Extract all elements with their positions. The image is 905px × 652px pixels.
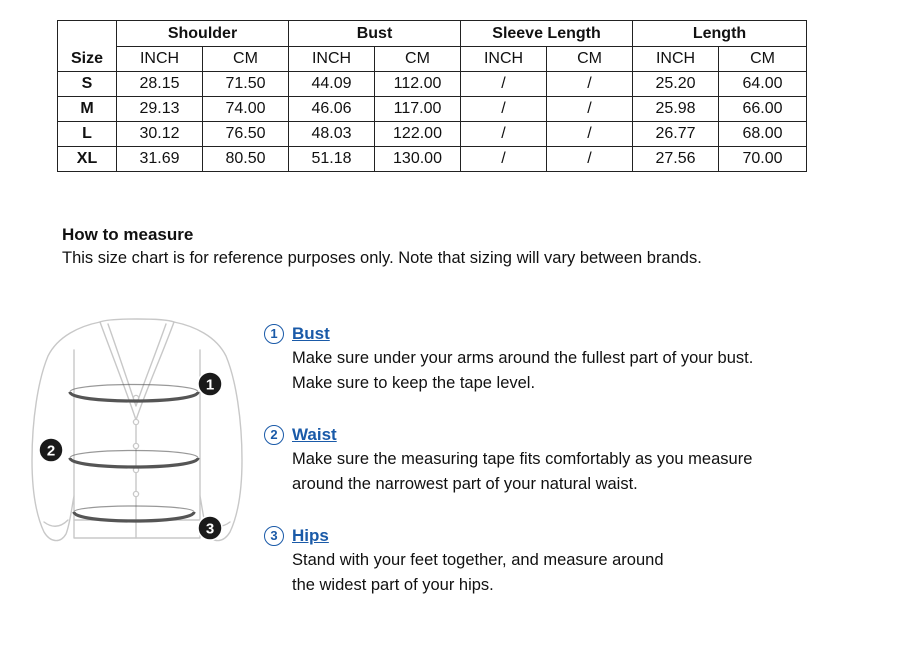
table-cell: 44.09: [289, 72, 375, 97]
table-cell: 29.13: [117, 97, 203, 122]
table-unit-header-row: [58, 47, 807, 72]
table-cell: 27.56: [633, 147, 719, 172]
step-title-waist[interactable]: Waist: [292, 425, 337, 444]
unit-header: INCH: [633, 47, 719, 72]
size-chart-table: [57, 20, 807, 172]
step-title-hips[interactable]: Hips: [292, 526, 329, 545]
table-cell: /: [461, 72, 547, 97]
table-cell: 122.00: [375, 122, 461, 147]
cardigan-illustration: [30, 310, 260, 550]
how-to-measure-title: How to measure: [62, 225, 194, 244]
waist-marker-icon: [39, 438, 63, 462]
unit-header: CM: [203, 47, 289, 72]
table-cell: 51.18: [289, 147, 375, 172]
unit-header: INCH: [461, 47, 547, 72]
group-header-shoulder: Shoulder: [117, 21, 289, 47]
step-hips: [264, 524, 884, 598]
table-cell: 66.00: [719, 97, 807, 122]
step-waist: [264, 423, 884, 497]
table-row: [58, 72, 807, 97]
step-text: Make sure under your arms around the fullest part of your bust.: [292, 349, 754, 367]
table-cell: 46.06: [289, 97, 375, 122]
table-cell: 28.15: [117, 72, 203, 97]
step-text: Make sure the measuring tape fits comfortably as you measure: [292, 450, 753, 468]
table-cell: 130.00: [375, 147, 461, 172]
step-number-icon: 1: [264, 324, 284, 344]
table-cell: /: [547, 97, 633, 122]
marker-label: 1: [205, 376, 215, 394]
unit-header: CM: [719, 47, 807, 72]
table-row: [58, 147, 807, 172]
unit-header: INCH: [289, 47, 375, 72]
marker-label: 3: [205, 520, 215, 538]
hips-marker-icon: [198, 516, 222, 540]
table-row: [58, 122, 807, 147]
table-cell: /: [547, 147, 633, 172]
unit-header: INCH: [117, 47, 203, 72]
size-cell: S: [58, 72, 117, 97]
step-text: the widest part of your hips.: [292, 576, 494, 594]
unit-header: CM: [547, 47, 633, 72]
step-number-icon: 3: [264, 526, 284, 546]
table-cell: 30.12: [117, 122, 203, 147]
table-group-header-row: [58, 21, 807, 47]
table-cell: /: [461, 147, 547, 172]
table-cell: 117.00: [375, 97, 461, 122]
table-cell: 25.98: [633, 97, 719, 122]
table-cell: 76.50: [203, 122, 289, 147]
table-cell: 26.77: [633, 122, 719, 147]
size-cell: L: [58, 122, 117, 147]
table-cell: 25.20: [633, 72, 719, 97]
table-cell: /: [547, 72, 633, 97]
unit-header: CM: [375, 47, 461, 72]
step-text: around the narrowest part of your natural waist.: [292, 475, 638, 493]
table-cell: 68.00: [719, 122, 807, 147]
table-cell: 71.50: [203, 72, 289, 97]
group-header-sleeve-length: Sleeve Length: [461, 21, 633, 47]
table-cell: 48.03: [289, 122, 375, 147]
disclaimer-note: This size chart is for reference purposes only. Note that sizing will vary between brands.: [62, 249, 702, 267]
marker-label: 2: [46, 442, 56, 460]
group-header-length: Length: [633, 21, 807, 47]
size-column-header: Size: [58, 21, 117, 72]
table-cell: /: [461, 97, 547, 122]
step-text: Stand with your feet together, and measure around: [292, 551, 664, 569]
size-cell: XL: [58, 147, 117, 172]
table-cell: /: [547, 122, 633, 147]
bust-marker-icon: [198, 372, 222, 396]
step-number-icon: 2: [264, 425, 284, 445]
step-title-bust[interactable]: Bust: [292, 324, 330, 343]
table-cell: 64.00: [719, 72, 807, 97]
step-text: Make sure to keep the tape level.: [292, 374, 536, 392]
table-row: [58, 97, 807, 122]
table-cell: 80.50: [203, 147, 289, 172]
table-cell: 31.69: [117, 147, 203, 172]
table-cell: 74.00: [203, 97, 289, 122]
size-cell: M: [58, 97, 117, 122]
table-cell: 70.00: [719, 147, 807, 172]
group-header-bust: Bust: [289, 21, 461, 47]
step-bust: [264, 322, 884, 396]
table-cell: /: [461, 122, 547, 147]
table-cell: 112.00: [375, 72, 461, 97]
